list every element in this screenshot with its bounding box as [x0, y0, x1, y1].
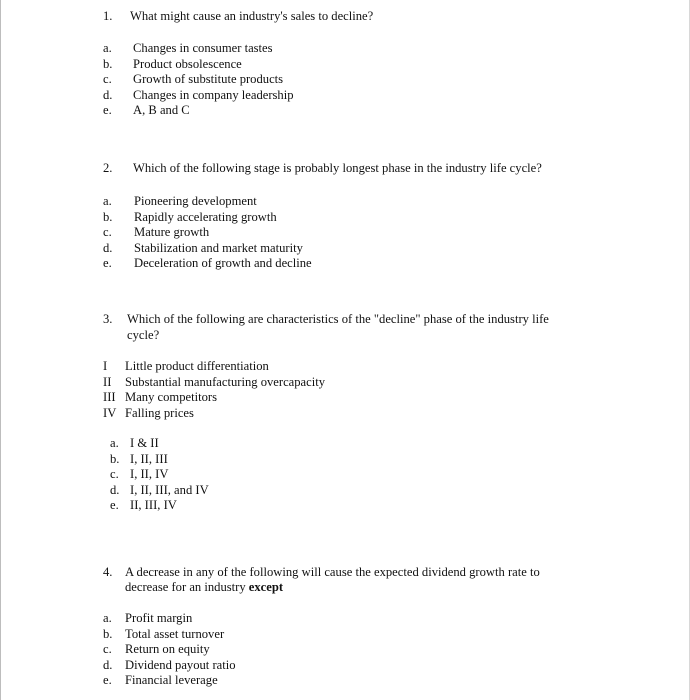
question-text-line-2	[125, 580, 283, 596]
option-e[interactable]	[110, 498, 209, 514]
statement-numeral: III	[103, 390, 116, 405]
option-letter: d.	[103, 87, 113, 102]
statement-text: Substantial manufacturing overcapacity	[125, 374, 326, 389]
option-text: I, II, III, and IV	[130, 482, 209, 497]
roman-statements	[103, 359, 325, 421]
option-d[interactable]	[110, 483, 209, 499]
option-letter: e.	[103, 673, 112, 688]
option-text: Profit margin	[125, 611, 193, 625]
option-c[interactable]	[110, 467, 209, 483]
option-letter: e.	[103, 256, 112, 271]
option-c[interactable]	[103, 72, 294, 88]
option-e[interactable]	[103, 673, 236, 689]
question-text-line-2-plain: decrease for an industry	[125, 580, 249, 594]
option-letter: b.	[103, 626, 113, 641]
statement-numeral: II	[103, 374, 112, 389]
option-text: Total asset turnover	[125, 626, 225, 641]
option-c[interactable]	[103, 642, 236, 658]
option-b[interactable]	[103, 627, 236, 643]
option-text: Growth of substitute products	[133, 72, 284, 87]
option-letter: c.	[103, 642, 112, 657]
statement-iv	[103, 406, 325, 422]
option-letter: e.	[103, 103, 112, 118]
option-text: Financial leverage	[125, 673, 218, 688]
answer-options	[110, 436, 209, 514]
option-text: II, III, IV	[130, 498, 177, 513]
option-letter: b.	[103, 56, 113, 71]
answer-options	[103, 41, 294, 119]
option-d[interactable]	[103, 241, 312, 257]
option-letter: b.	[103, 209, 113, 224]
statement-numeral: IV	[103, 405, 117, 420]
option-letter: a.	[103, 41, 112, 55]
statement-text: Little product differentiation	[125, 359, 269, 373]
statement-text: Falling prices	[125, 405, 194, 420]
option-letter: c.	[110, 467, 119, 482]
option-text: Changes in consumer tastes	[133, 41, 273, 55]
question-number: 3.	[103, 312, 113, 326]
option-a[interactable]	[110, 436, 209, 452]
option-a[interactable]	[103, 611, 236, 627]
option-letter: c.	[103, 72, 112, 87]
option-text: A, B and C	[133, 103, 190, 118]
option-letter: a.	[110, 436, 119, 450]
option-text: Dividend payout ratio	[125, 657, 236, 672]
question-emphasis: except	[248, 580, 284, 594]
option-text: Changes in company leadership	[133, 87, 294, 102]
option-text: Stabilization and market maturity	[134, 240, 303, 255]
option-letter: d.	[110, 482, 120, 497]
option-d[interactable]	[103, 658, 236, 674]
option-text: Mature growth	[134, 225, 210, 240]
option-letter: e.	[110, 498, 119, 513]
option-letter: b.	[110, 451, 120, 466]
option-letter: a.	[103, 194, 112, 208]
question-number: 2.	[103, 161, 113, 175]
option-e[interactable]	[103, 103, 294, 119]
question-text-line-1: Which of the following are characteristics of the "decline" phase of the industry life	[127, 312, 549, 326]
option-b[interactable]	[103, 210, 312, 226]
option-text: Deceleration of growth and decline	[134, 256, 312, 271]
option-letter: c.	[103, 225, 112, 240]
option-letter: d.	[103, 240, 113, 255]
option-text: I & II	[130, 436, 159, 450]
statement-numeral: I	[103, 359, 108, 373]
option-d[interactable]	[103, 88, 294, 104]
option-text: Rapidly accelerating growth	[134, 209, 277, 224]
statement-ii	[103, 375, 325, 391]
answer-options	[103, 194, 312, 272]
option-b[interactable]	[103, 57, 294, 73]
option-c[interactable]	[103, 225, 312, 241]
statement-text: Many competitors	[125, 390, 217, 405]
question-number: 1.	[103, 9, 113, 23]
option-text: Return on equity	[125, 642, 210, 657]
question-number: 4.	[103, 565, 113, 579]
option-a[interactable]	[103, 41, 294, 57]
question-text-line-1: A decrease in any of the following will cause the expected dividend growth rate to	[125, 565, 540, 579]
page-left-border	[0, 0, 1, 700]
option-a[interactable]	[103, 194, 312, 210]
question-text: What might cause an industry's sales to decline?	[130, 9, 374, 23]
question-text-line-2: cycle?	[127, 328, 160, 342]
statement-i	[103, 359, 325, 375]
question-text: Which of the following stage is probably longest phase in the industry life cycle?	[133, 161, 542, 175]
option-e[interactable]	[103, 256, 312, 272]
statement-iii	[103, 390, 325, 406]
option-b[interactable]	[110, 452, 209, 468]
option-text: Product obsolescence	[133, 56, 242, 71]
option-letter: d.	[103, 657, 113, 672]
answer-options	[103, 611, 236, 689]
option-text: I, II, III	[130, 451, 168, 466]
option-text: Pioneering development	[134, 194, 257, 208]
option-text: I, II, IV	[130, 467, 169, 482]
option-letter: a.	[103, 611, 112, 625]
